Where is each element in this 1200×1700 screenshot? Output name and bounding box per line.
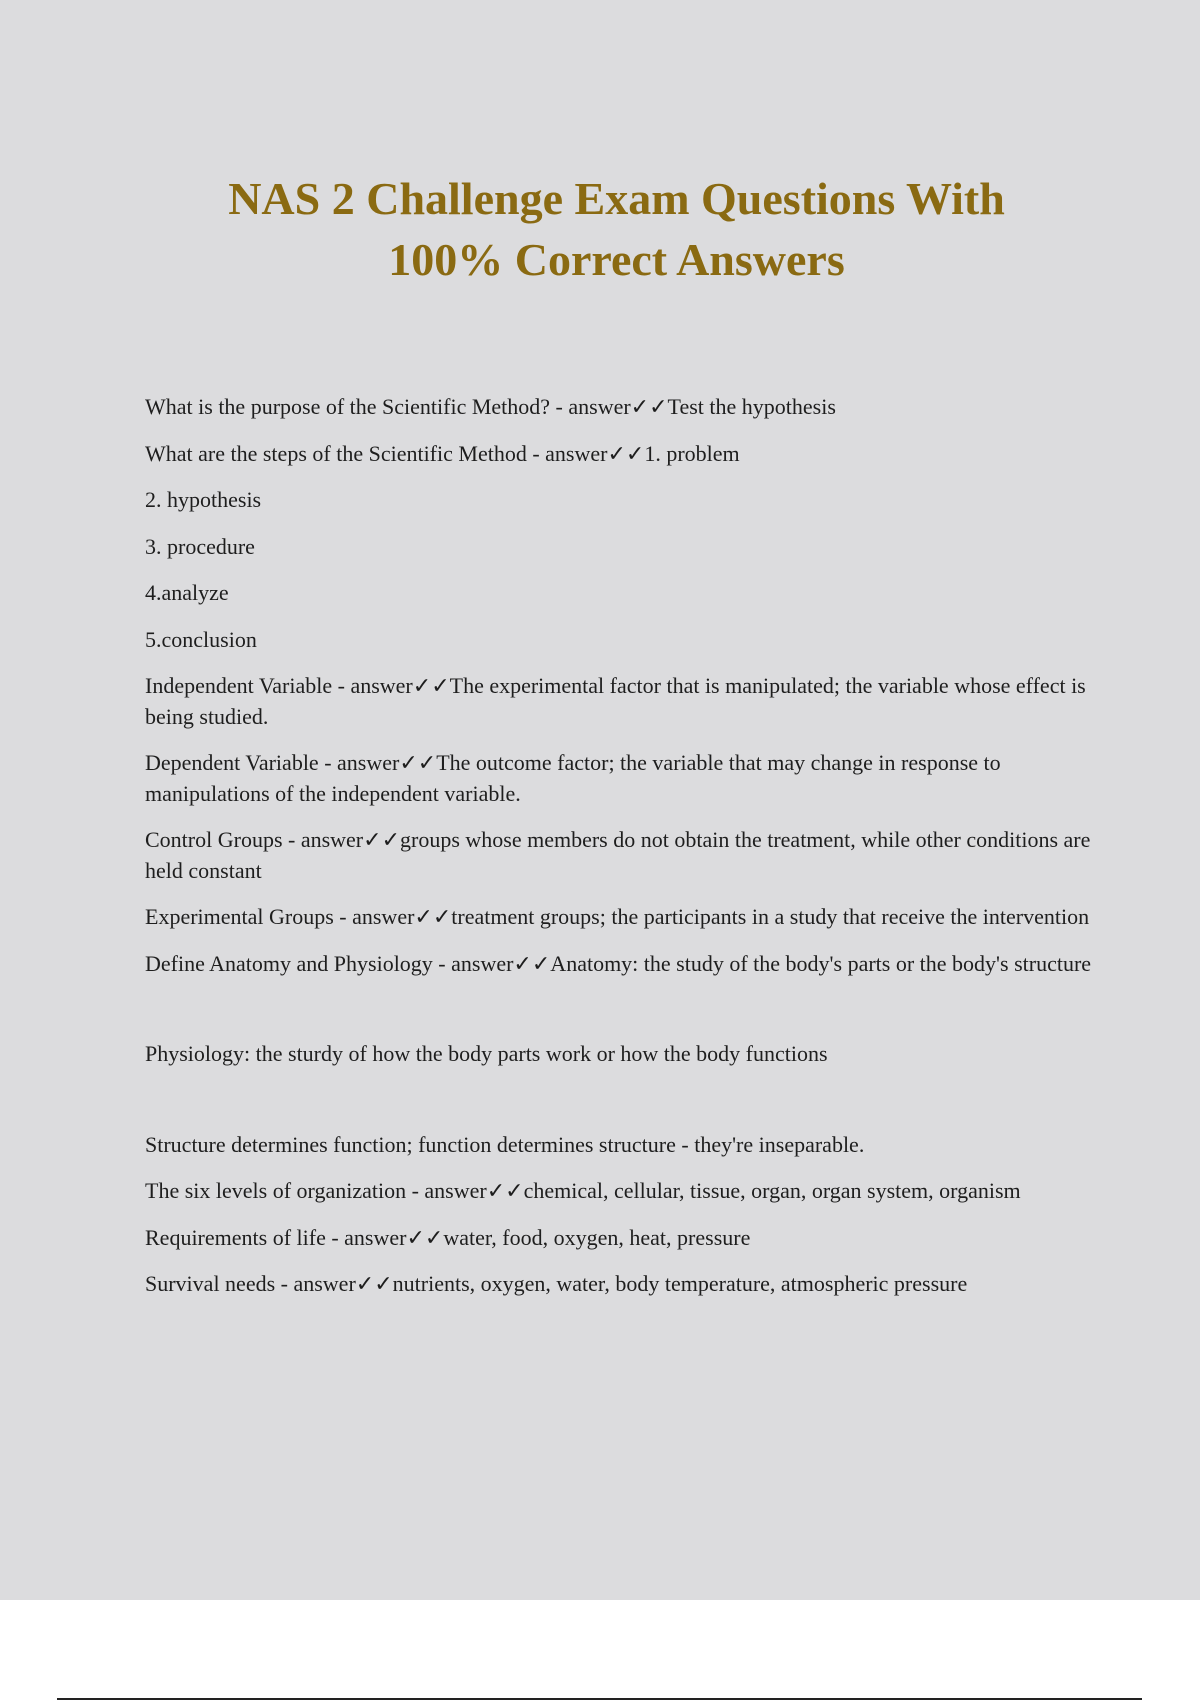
- document-title: [100, 168, 1133, 290]
- question-anatomy-physiology: Define Anatomy and Physiology - answer✓✓Anatomy: the study of the body's parts or the body's structure: [145, 950, 1092, 976]
- question-scientific-method-steps: What are the steps of the Scientific Method - answer✓✓1. problem: [145, 440, 740, 466]
- question-scientific-method-purpose: What is the purpose of the Scientific Method? - answer✓✓Test the hypothesis: [145, 394, 836, 419]
- title-line-1: NAS 2 Challenge Exam Questions With: [228, 173, 1005, 224]
- question-control-groups: Control Groups - answer✓✓groups whose members do not obtain the treatment, while other conditions are held constant: [145, 827, 1091, 883]
- step-procedure: 3. procedure: [145, 533, 255, 559]
- question-experimental-groups: Experimental Groups - answer✓✓treatment groups; the participants in a study that receive the intervention: [145, 904, 1090, 929]
- structure-function-note: Structure determines function; function determines structure - they're inseparable.: [145, 1131, 865, 1157]
- question-survival-needs: Survival needs - answer✓✓nutrients, oxygen, water, body temperature, atmospheric pressure: [145, 1271, 968, 1296]
- question-independent-variable: Independent Variable - answer✓✓The experimental factor that is manipulated; the variable whose effect is being studied.: [145, 673, 1086, 729]
- step-conclusion: 5.conclusion: [145, 626, 257, 652]
- physiology-definition: Physiology: the sturdy of how the body parts work or how the body functions: [145, 1041, 828, 1066]
- title-line-2: 100% Correct Answers: [388, 234, 845, 285]
- step-analyze: 4.analyze: [145, 580, 229, 605]
- question-requirements-of-life: Requirements of life - answer✓✓water, food, oxygen, heat, pressure: [145, 1224, 751, 1250]
- step-hypothesis: 2. hypothesis: [145, 487, 262, 512]
- document-body: [145, 392, 1095, 1316]
- question-dependent-variable: Dependent Variable - answer✓✓The outcome factor; the variable that may change in response to manipulations of the independent variable.: [145, 750, 1001, 806]
- question-levels-of-organization: The six levels of organization - answer✓✓chemical, cellular, tissue, organ, organ system, organism: [145, 1178, 1021, 1203]
